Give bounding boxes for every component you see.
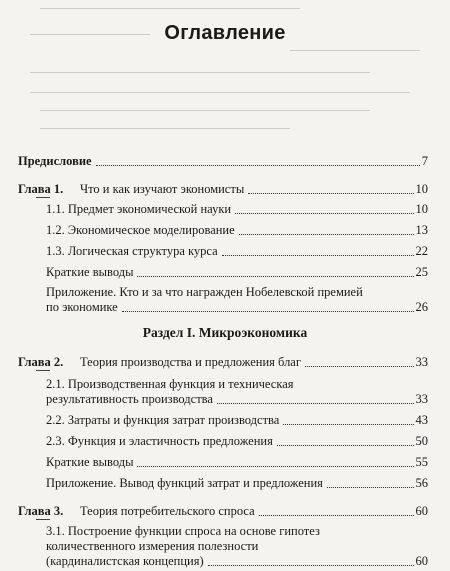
toc-page: 55 — [415, 455, 428, 469]
toc-page: 25 — [415, 265, 428, 279]
toc-page: 22 — [415, 244, 428, 258]
chapter-number: Глава 2. — [18, 355, 64, 369]
page-title: Оглавление — [164, 22, 286, 44]
toc-entry-section-2-1-line-1[interactable] — [46, 377, 428, 392]
dot-leader — [122, 311, 414, 312]
toc-label: Предисловие — [18, 154, 92, 168]
toc-page: 26 — [415, 300, 428, 314]
dot-leader — [283, 424, 413, 425]
toc-label-continued: количественного измерения полезности — [46, 539, 259, 553]
toc-label: 2.1. Производственная функция и техническая — [46, 377, 294, 391]
toc-label-continued: по экономике — [46, 300, 118, 314]
dot-leader — [137, 466, 413, 467]
toc-entry-section-2-2[interactable] — [46, 413, 428, 428]
toc-page: 33 — [415, 392, 428, 406]
chapter-number: Глава 1. — [18, 182, 64, 196]
dot-leader — [217, 403, 414, 404]
chapter-divider — [36, 519, 50, 520]
dot-leader — [239, 234, 414, 235]
toc-page: 13 — [415, 223, 428, 237]
toc-entry-chapter-3[interactable] — [18, 504, 428, 519]
toc-page: 10 — [415, 182, 428, 196]
chapter-divider — [36, 197, 50, 198]
dot-leader — [259, 515, 414, 516]
toc-label: 1.1. Предмет экономической науки — [46, 202, 232, 216]
toc-label: 2.2. Затраты и функция затрат производства — [46, 413, 280, 427]
toc-entry-appendix-1-line-1[interactable] — [46, 285, 428, 300]
toc-label: 1.2. Экономическое моделирование — [46, 223, 235, 237]
toc-label-continued: (кардиналистская концепция) — [46, 554, 204, 568]
toc-entry-appendix-2[interactable] — [46, 476, 428, 491]
dot-leader — [96, 165, 420, 166]
toc-page: 43 — [415, 413, 428, 427]
dot-leader — [248, 193, 413, 194]
toc-entry-chapter-1[interactable] — [18, 182, 428, 197]
toc-label: 3.1. Построение функции спроса на основе гипотез — [46, 524, 320, 538]
toc-entry-section-3-1[interactable] — [46, 554, 428, 569]
toc-label: 2.3. Функция и эластичность предложения — [46, 434, 273, 448]
chapter-title: Теория потребительского спроса — [80, 504, 255, 518]
chapter-divider — [36, 370, 50, 371]
toc-entry-section-1-2[interactable] — [46, 223, 428, 238]
toc-label: Краткие выводы — [46, 455, 134, 469]
chapter-number: Глава 3. — [18, 504, 64, 518]
toc-entry-summary-2[interactable] — [46, 455, 428, 470]
dot-leader — [327, 487, 414, 488]
toc-label: 1.3. Логическая структура курса — [46, 244, 218, 258]
dot-leader — [235, 213, 413, 214]
dot-leader — [277, 445, 414, 446]
toc-entry-summary-1[interactable] — [46, 265, 428, 280]
toc-entry-section-1-1[interactable] — [46, 202, 428, 217]
toc-label-continued: результативность производства — [46, 392, 213, 406]
toc-page: 33 — [415, 355, 428, 369]
dot-leader — [137, 276, 413, 277]
toc-page: 56 — [415, 476, 428, 490]
dot-leader — [305, 366, 414, 367]
toc-page: 7 — [421, 154, 428, 168]
chapter-title: Теория производства и предложения благ — [80, 355, 301, 369]
chapter-title: Что и как изучают экономисты — [80, 182, 245, 196]
toc-page: 10 — [415, 202, 428, 216]
toc-entry-chapter-2[interactable] — [18, 355, 428, 370]
toc-page: 60 — [415, 554, 428, 568]
toc-entry-section-1-3[interactable] — [46, 244, 428, 259]
toc-entry-section-3-1-line-1[interactable] — [46, 524, 428, 539]
toc-label: Краткие выводы — [46, 265, 134, 279]
toc-entry-appendix-1[interactable] — [46, 300, 428, 315]
part-heading: Раздел I. Микроэкономика — [142, 325, 308, 340]
dot-leader — [222, 255, 414, 256]
toc-label: Приложение. Кто и за что награжден Нобелевской премией — [46, 285, 363, 299]
toc-entry-preface[interactable] — [18, 154, 428, 169]
bleed-through-text — [0, 0, 450, 140]
toc-label: Приложение. Вывод функций затрат и предложения — [46, 476, 323, 490]
toc-entry-section-2-1[interactable] — [46, 392, 428, 407]
toc-entry-section-2-3[interactable] — [46, 434, 428, 449]
dot-leader — [208, 565, 414, 566]
toc-page: 60 — [415, 504, 428, 518]
toc-page: 50 — [415, 434, 428, 448]
toc-entry-section-3-1-line-2[interactable] — [46, 539, 428, 554]
